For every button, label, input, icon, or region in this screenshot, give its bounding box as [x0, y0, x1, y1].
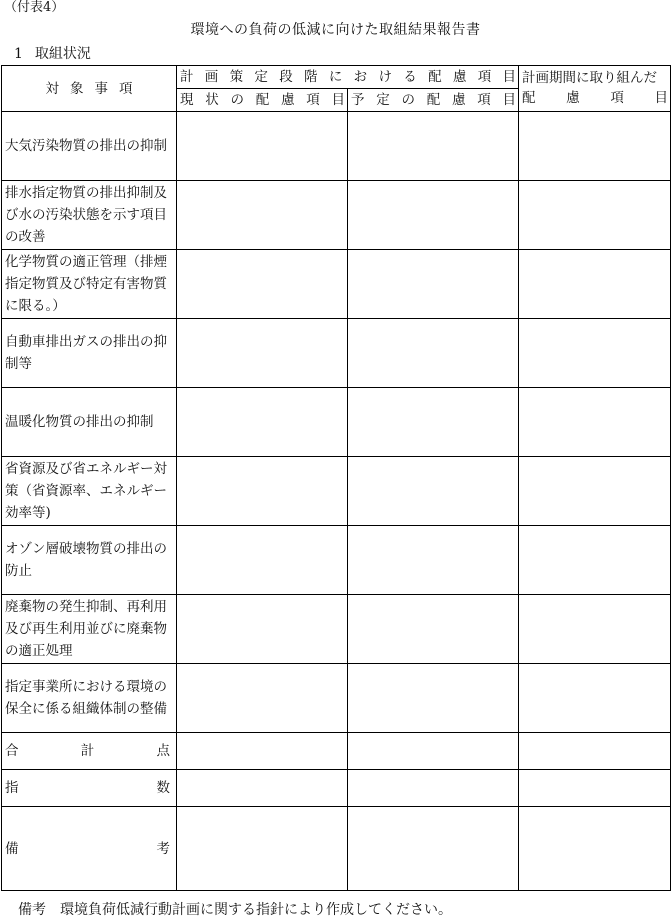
section-label: 取組状況 — [34, 46, 91, 62]
index-label: 指数 — [2, 770, 177, 807]
table-row — [2, 526, 671, 595]
current-items-cell[interactable] — [177, 112, 348, 181]
planned-items-cell[interactable] — [348, 388, 519, 457]
index-current-cell[interactable] — [177, 770, 348, 807]
remarks-period-cell[interactable] — [519, 807, 671, 891]
total-current-cell[interactable] — [177, 733, 348, 770]
row-item-label: 排水指定物質の排出抑制及び水の汚染状態を示す項目の改善 — [2, 181, 177, 250]
header-period-items — [519, 66, 671, 112]
table-row — [2, 595, 671, 664]
table-row — [2, 388, 671, 457]
period-items-cell[interactable] — [519, 595, 671, 664]
current-items-cell[interactable] — [177, 664, 348, 733]
period-items-cell[interactable] — [519, 250, 671, 319]
footnote — [18, 901, 452, 919]
index-row — [2, 770, 671, 807]
table-row — [2, 250, 671, 319]
table-row — [2, 664, 671, 733]
current-items-cell[interactable] — [177, 388, 348, 457]
period-items-cell[interactable] — [519, 526, 671, 595]
period-items-cell[interactable] — [519, 181, 671, 250]
header-period-line2: 配慮項目 — [522, 90, 668, 106]
annex-label: （付表4） — [4, 0, 65, 15]
header-current-items: 現状の配慮項目 — [177, 89, 348, 112]
header-row-1 — [2, 66, 671, 89]
period-items-cell[interactable] — [519, 388, 671, 457]
section-number: 1 — [14, 46, 23, 62]
row-item-label: 自動車排出ガスの排出の抑制等 — [2, 319, 177, 388]
row-item-label: 廃棄物の発生抑制、再利用及び再生利用並びに廃棄物の適正処理 — [2, 595, 177, 664]
index-planned-cell[interactable] — [348, 770, 519, 807]
current-items-cell[interactable] — [177, 319, 348, 388]
planned-items-cell[interactable] — [348, 112, 519, 181]
remarks-row — [2, 807, 671, 891]
row-item-label: 指定事業所における環境の保全に係る組織体制の整備 — [2, 664, 177, 733]
planned-items-cell[interactable] — [348, 664, 519, 733]
current-items-cell[interactable] — [177, 595, 348, 664]
planned-items-cell[interactable] — [348, 250, 519, 319]
header-planned-items: 予定の配慮項目 — [348, 89, 519, 112]
current-items-cell[interactable] — [177, 457, 348, 526]
header-target-item: 対象事項 — [2, 66, 177, 112]
footnote-label: 備考 — [18, 902, 46, 918]
remarks-planned-cell[interactable] — [348, 807, 519, 891]
planned-items-cell[interactable] — [348, 595, 519, 664]
period-items-cell[interactable] — [519, 457, 671, 526]
row-item-label: 省資源及び省エネルギー対策（省資源率、エネルギー効率等) — [2, 457, 177, 526]
header-period-line1: 計画期間に取り組んだ — [522, 70, 657, 86]
period-items-cell[interactable] — [519, 319, 671, 388]
header-planning-stage: 計画策定段階における配慮項目 — [177, 66, 519, 89]
row-item-label: 化学物質の適正管理（排煙指定物質及び特定有害物質に限る。） — [2, 250, 177, 319]
planned-items-cell[interactable] — [348, 457, 519, 526]
planned-items-cell[interactable] — [348, 319, 519, 388]
table-row — [2, 457, 671, 526]
row-item-label: 温暖化物質の排出の抑制 — [2, 388, 177, 457]
total-label: 合計点 — [2, 733, 177, 770]
current-items-cell[interactable] — [177, 181, 348, 250]
document-title: 環境への負荷の低減に向けた取組結果報告書 — [190, 22, 481, 38]
total-planned-cell[interactable] — [348, 733, 519, 770]
row-item-label: 大気汚染物質の排出の抑制 — [2, 112, 177, 181]
footnote-text: 環境負荷低減行動計画に関する指針により作成してください。 — [60, 902, 452, 918]
row-item-label: オゾン層破壊物質の排出の防止 — [2, 526, 177, 595]
period-items-cell[interactable] — [519, 112, 671, 181]
period-items-cell[interactable] — [519, 664, 671, 733]
total-row — [2, 733, 671, 770]
planned-items-cell[interactable] — [348, 526, 519, 595]
index-period-cell[interactable] — [519, 770, 671, 807]
table-row — [2, 181, 671, 250]
total-period-cell[interactable] — [519, 733, 671, 770]
remarks-current-cell[interactable] — [177, 807, 348, 891]
current-items-cell[interactable] — [177, 526, 348, 595]
table-row — [2, 319, 671, 388]
planned-items-cell[interactable] — [348, 181, 519, 250]
remarks-label: 備考 — [2, 807, 177, 891]
current-items-cell[interactable] — [177, 250, 348, 319]
report-table — [1, 65, 671, 891]
table-row — [2, 112, 671, 181]
section-heading — [14, 45, 91, 63]
